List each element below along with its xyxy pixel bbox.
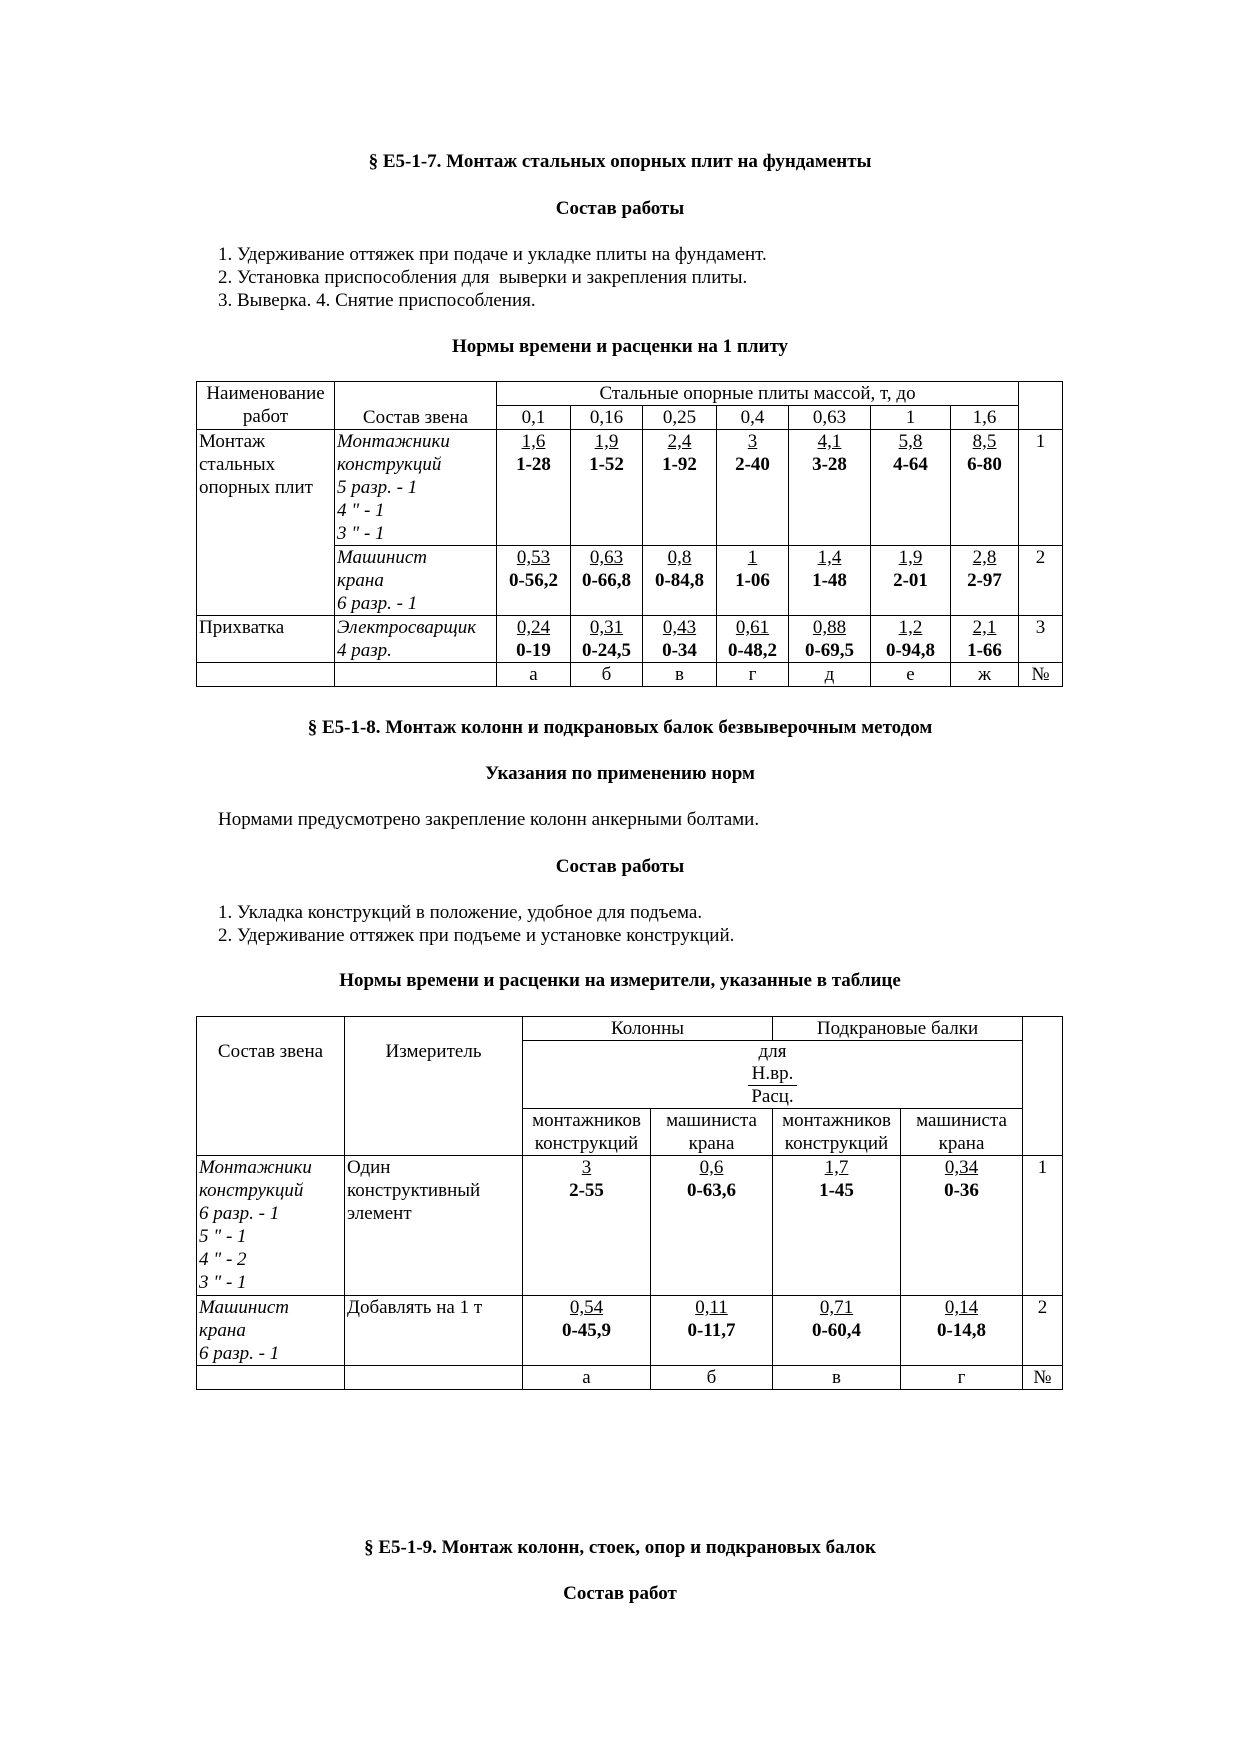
step-line: 1. Укладка конструкций в положение, удобное для подъема. — [218, 902, 703, 923]
value-cell: 0,24 0-19 — [497, 616, 571, 663]
value-cell: 1 1-06 — [717, 546, 789, 616]
value-cell: 0,6 0-63,6 — [651, 1156, 773, 1296]
work-name-cell: Прихватка — [197, 616, 335, 663]
table-row — [197, 663, 1063, 687]
header-meter: Измеритель — [345, 1017, 523, 1156]
header-columns-group: Колонны — [523, 1017, 773, 1041]
num-label: № — [1023, 1366, 1063, 1390]
value-cell: 0,11 0-11,7 — [651, 1296, 773, 1366]
table-row — [197, 616, 1063, 663]
row-number: 2 — [1019, 546, 1063, 616]
value-cell: 1,9 1-52 — [571, 430, 643, 546]
value-cell: 3 2-55 — [523, 1156, 651, 1296]
header-fraction — [523, 1041, 1023, 1109]
section-e5-1-8-title: § Е5-1-8. Монтаж колонн и подкрановых балок безвыверочным методом — [307, 717, 933, 738]
crew-cell: Электросварщик 4 разр. — [335, 616, 497, 663]
fraction-denominator: Расц. — [751, 1086, 794, 1107]
step-line: 3. Выверка. 4. Снятие приспособления. — [218, 290, 536, 311]
mass-header-cell: 0,63 — [789, 406, 871, 430]
column-letter: д — [789, 663, 871, 687]
value-cell: 2,8 2-97 — [951, 546, 1019, 616]
header-work-name: Наименование работ — [197, 382, 335, 430]
table-row — [197, 1296, 1063, 1366]
mass-header-cell: 0,16 — [571, 406, 643, 430]
row-number: 1 — [1019, 430, 1063, 546]
header-num-blank — [1023, 1017, 1063, 1156]
composition-heading: Состав работы — [555, 856, 685, 877]
value-cell: 0,54 0-45,9 — [523, 1296, 651, 1366]
value-cell: 0,53 0-56,2 — [497, 546, 571, 616]
column-letter: б — [571, 663, 643, 687]
mass-header-cell: 1 — [871, 406, 951, 430]
value-cell: 1,7 1-45 — [773, 1156, 901, 1296]
meter-cell: Один конструктивный элемент — [345, 1156, 523, 1296]
blank-cell — [197, 1366, 345, 1390]
num-label: № — [1019, 663, 1063, 687]
sub-header: машиниста крана — [901, 1109, 1023, 1156]
column-letter: а — [523, 1366, 651, 1390]
value-cell: 0,61 0-48,2 — [717, 616, 789, 663]
row-number: 1 — [1023, 1156, 1063, 1296]
header-num-blank — [1019, 382, 1063, 430]
table-row — [197, 1156, 1063, 1296]
column-letter: а — [497, 663, 571, 687]
composition-heading: Состав работы — [555, 198, 685, 219]
step-line: 2. Удерживание оттяжек при подъеме и установке конструкций. — [218, 925, 735, 946]
sub-header: машиниста крана — [651, 1109, 773, 1156]
value-cell: 3 2-40 — [717, 430, 789, 546]
value-cell: 0,14 0-14,8 — [901, 1296, 1023, 1366]
norms-heading: Нормы времени и расценки на измерители, указанные в таблице — [339, 970, 901, 991]
table-row — [197, 430, 1063, 546]
column-letter: в — [773, 1366, 901, 1390]
composition-heading: Состав работ — [563, 1583, 677, 1604]
value-cell: 0,63 0-66,8 — [571, 546, 643, 616]
usage-text: Нормами предусмотрено закрепление колонн анкерными болтами. — [218, 809, 760, 830]
column-letter: г — [717, 663, 789, 687]
value-cell: 5,8 4-64 — [871, 430, 951, 546]
column-letter: е — [871, 663, 951, 687]
value-cell: 0,88 0-69,5 — [789, 616, 871, 663]
column-letter: в — [643, 663, 717, 687]
for-label: для — [758, 1041, 787, 1062]
work-name-cell: Монтаж стальных опорных плит — [197, 430, 335, 616]
crew-cell: Машинист крана 6 разр. - 1 — [335, 546, 497, 616]
value-cell: 0,71 0-60,4 — [773, 1296, 901, 1366]
column-letter: ж — [951, 663, 1019, 687]
mass-header-cell: 0,1 — [497, 406, 571, 430]
sub-header: монтажников конструкций — [523, 1109, 651, 1156]
norms-table-e5-1-8 — [196, 1016, 1063, 1390]
norms-table-e5-1-7 — [196, 381, 1063, 687]
step-line: 2. Установка приспособления для выверки и закрепления плиты. — [218, 267, 748, 288]
crew-cell: Машинист крана 6 разр. - 1 — [197, 1296, 345, 1366]
value-cell: 0,8 0-84,8 — [643, 546, 717, 616]
value-cell: 4,1 3-28 — [789, 430, 871, 546]
value-cell: 1,6 1-28 — [497, 430, 571, 546]
value-cell: 0,31 0-24,5 — [571, 616, 643, 663]
step-line: 1. Удерживание оттяжек при подаче и укладке плиты на фундамент. — [218, 244, 767, 265]
row-number: 2 — [1023, 1296, 1063, 1366]
header-mass-group: Стальные опорные плиты массой, т, до — [497, 382, 1019, 406]
value-cell: 2,4 1-92 — [643, 430, 717, 546]
section-e5-1-9-title: § Е5-1-9. Монтаж колонн, стоек, опор и подкрановых балок — [364, 1537, 876, 1558]
section-e5-1-7-title: § Е5-1-7. Монтаж стальных опорных плит на фундаменты — [368, 151, 872, 172]
blank-cell — [335, 663, 497, 687]
column-letter: б — [651, 1366, 773, 1390]
value-cell: 8,5 6-80 — [951, 430, 1019, 546]
row-number: 3 — [1019, 616, 1063, 663]
value-cell: 0,34 0-36 — [901, 1156, 1023, 1296]
meter-cell: Добавлять на 1 т — [345, 1296, 523, 1366]
sub-header: монтажников конструкций — [773, 1109, 901, 1156]
table-row — [197, 1366, 1063, 1390]
mass-header-cell: 0,4 — [717, 406, 789, 430]
fraction-numerator: Н.вр. — [748, 1063, 798, 1086]
header-beams-group: Подкрановые балки — [773, 1017, 1023, 1041]
column-letter: г — [901, 1366, 1023, 1390]
value-cell: 1,9 2-01 — [871, 546, 951, 616]
norms-heading: Нормы времени и расценки на 1 плиту — [451, 336, 789, 357]
blank-cell — [345, 1366, 523, 1390]
value-cell: 2,1 1-66 — [951, 616, 1019, 663]
crew-cell: Монтажники конструкций 6 разр. - 1 5 " - 1 4 " - 2 3 " - 1 — [197, 1156, 345, 1296]
value-cell: 0,43 0-34 — [643, 616, 717, 663]
value-cell: 1,2 0-94,8 — [871, 616, 951, 663]
mass-header-cell: 0,25 — [643, 406, 717, 430]
crew-cell: Монтажники конструкций 5 разр. - 1 4 " - 1 3 " - 1 — [335, 430, 497, 546]
value-cell: 1,4 1-48 — [789, 546, 871, 616]
blank-cell — [197, 663, 335, 687]
usage-heading: Указания по применению норм — [485, 763, 755, 784]
header-crew: Состав звена — [335, 382, 497, 430]
mass-header-cell: 1,6 — [951, 406, 1019, 430]
header-crew: Состав звена — [197, 1017, 345, 1156]
